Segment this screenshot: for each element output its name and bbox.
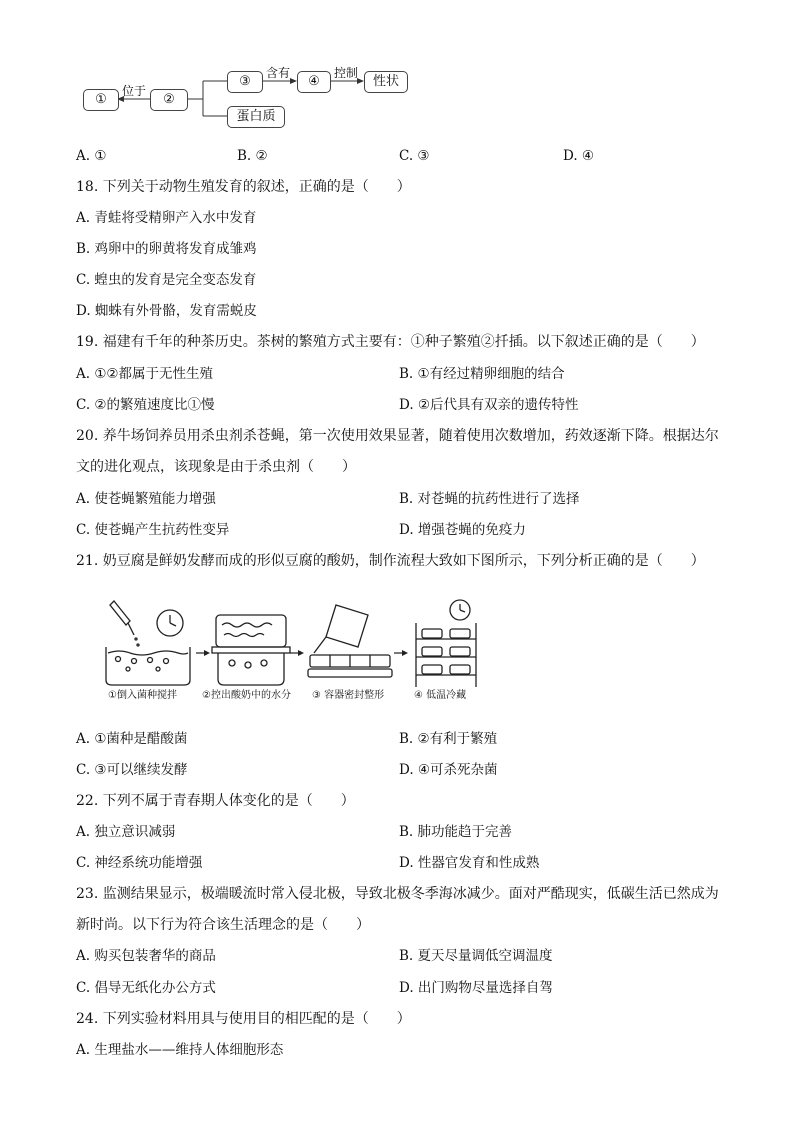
q19-option-d: D. ②后代具有双亲的遗传特性 — [399, 397, 579, 413]
node-protein: 蛋白质 — [227, 106, 285, 128]
q21-option-a: A. ①菌种是醋酸菌 — [76, 731, 188, 747]
arrowhead-3 — [357, 78, 364, 84]
q18-option-c: C. 蝗虫的发育是完全变态发育 — [76, 272, 257, 288]
flow-arrow-1 — [196, 650, 210, 656]
q21-option-d: D. ④可杀死杂菌 — [399, 762, 498, 778]
q17-concept-diagram — [0, 0, 794, 140]
q23-option-d: D. 出门购物尽量选择自驾 — [399, 980, 553, 996]
label-contains: 含有 — [266, 66, 291, 80]
q24-option-a: A. 生理盐水——维持人体细胞形态 — [76, 1042, 284, 1058]
q21-step-2-caption: ②控出酸奶中的水分 — [202, 690, 291, 701]
label-controls: 控制 — [334, 66, 359, 80]
step2-illustration — [212, 615, 290, 685]
q21-option-c: C. ③可以继续发酵 — [76, 762, 188, 778]
q23-option-a: A. 购买包装奢华的商品 — [76, 948, 216, 964]
node-1: ① — [83, 89, 119, 111]
q18-option-a: A. 青蛙将受精卵产入水中发育 — [76, 210, 257, 226]
q17-option-d: D. ④ — [563, 148, 595, 164]
q22-option-a: A. 独立意识减弱 — [76, 824, 176, 840]
q24-stem: 24. 下列实验材料用具与使用目的相匹配的是（ ） — [76, 1011, 411, 1027]
q17-option-a: A. ① — [76, 148, 107, 164]
q17-option-c: C. ③ — [399, 148, 430, 164]
q19-option-c: C. ②的繁殖速度比①慢 — [76, 397, 215, 413]
q20-option-c: C. 使苍蝇产生抗药性变异 — [76, 522, 230, 538]
label-located-in: 位于 — [122, 84, 147, 98]
q22-option-b: B. 肺功能趋于完善 — [399, 824, 513, 840]
node-2: ② — [150, 89, 188, 111]
q20-option-d: D. 增强苍蝇的免疫力 — [399, 522, 526, 538]
q17-option-b: B. ② — [237, 148, 268, 164]
q21-stem: 21. 奶豆腐是鲜奶发酵而成的形似豆腐的酸奶，制作流程大致如下图所示，下列分析正确的是（ ） — [76, 553, 705, 569]
q21-step-4-caption: ④ 低温冷藏 — [414, 690, 467, 701]
q23-option-c: C. 倡导无纸化办公方式 — [76, 980, 216, 996]
q21-step-3-caption: ③ 容器密封整形 — [312, 690, 385, 701]
q18-option-b: B. 鸡卵中的卵黄将发育成雏鸡 — [76, 241, 257, 257]
q22-option-d: D. 性器官发育和性成熟 — [399, 855, 540, 871]
arrowhead-2 — [290, 78, 297, 84]
q20-option-b: B. 对苍蝇的抗药性进行了选择 — [399, 491, 580, 507]
q20-stem-line2: 文的进化观点，该现象是由于杀虫剂（ ） — [76, 459, 356, 475]
q19-option-b: B. ①有经过精卵细胞的结合 — [399, 366, 565, 382]
node-4: ④ — [297, 71, 331, 93]
q21-option-b: B. ②有利于繁殖 — [399, 731, 498, 747]
step1-illustration — [106, 601, 190, 685]
flow-arrow-2 — [290, 650, 304, 656]
node-3: ③ — [227, 71, 263, 93]
flow-arrow-3 — [394, 650, 408, 656]
q18-stem: 18. 下列关于动物生殖发育的叙述，正确的是（ ） — [76, 179, 411, 195]
step3-illustration — [308, 605, 392, 677]
q20-stem-line1: 20. 养牛场饲养员用杀虫剂杀苍蝇，第一次使用效果显著，随着使用次数增加，药效逐渐下降。根据达尔 — [76, 428, 719, 444]
q23-option-b: B. 夏天尽量调低空调温度 — [399, 948, 553, 964]
q20-option-a: A. 使苍蝇繁殖能力增强 — [76, 491, 216, 507]
step4-illustration — [416, 600, 476, 687]
node-trait: 性状 — [364, 71, 408, 93]
q22-stem: 22. 下列不属于青春期人体变化的是（ ） — [76, 793, 355, 809]
q19-option-a: A. ①②都属于无性生殖 — [76, 366, 214, 382]
q22-option-c: C. 神经系统功能增强 — [76, 855, 203, 871]
q23-stem-line1: 23. 监测结果显示，极端暖流时常入侵北极，导致北极冬季海冰减少。面对严酷现实，低碳生活已然成为 — [76, 886, 719, 902]
q18-option-d: D. 蜘蛛有外骨骼，发育需蜕皮 — [76, 303, 257, 319]
q23-stem-line2: 新时尚。以下行为符合该生活理念的是（ ） — [76, 917, 370, 933]
q19-stem: 19. 福建有千年的种茶历史。茶树的繁殖方式主要有：①种子繁殖②扦插。以下叙述正确的是（ ） — [76, 334, 705, 350]
q21-step-1-caption: ①倒入菌种搅拌 — [108, 690, 177, 701]
